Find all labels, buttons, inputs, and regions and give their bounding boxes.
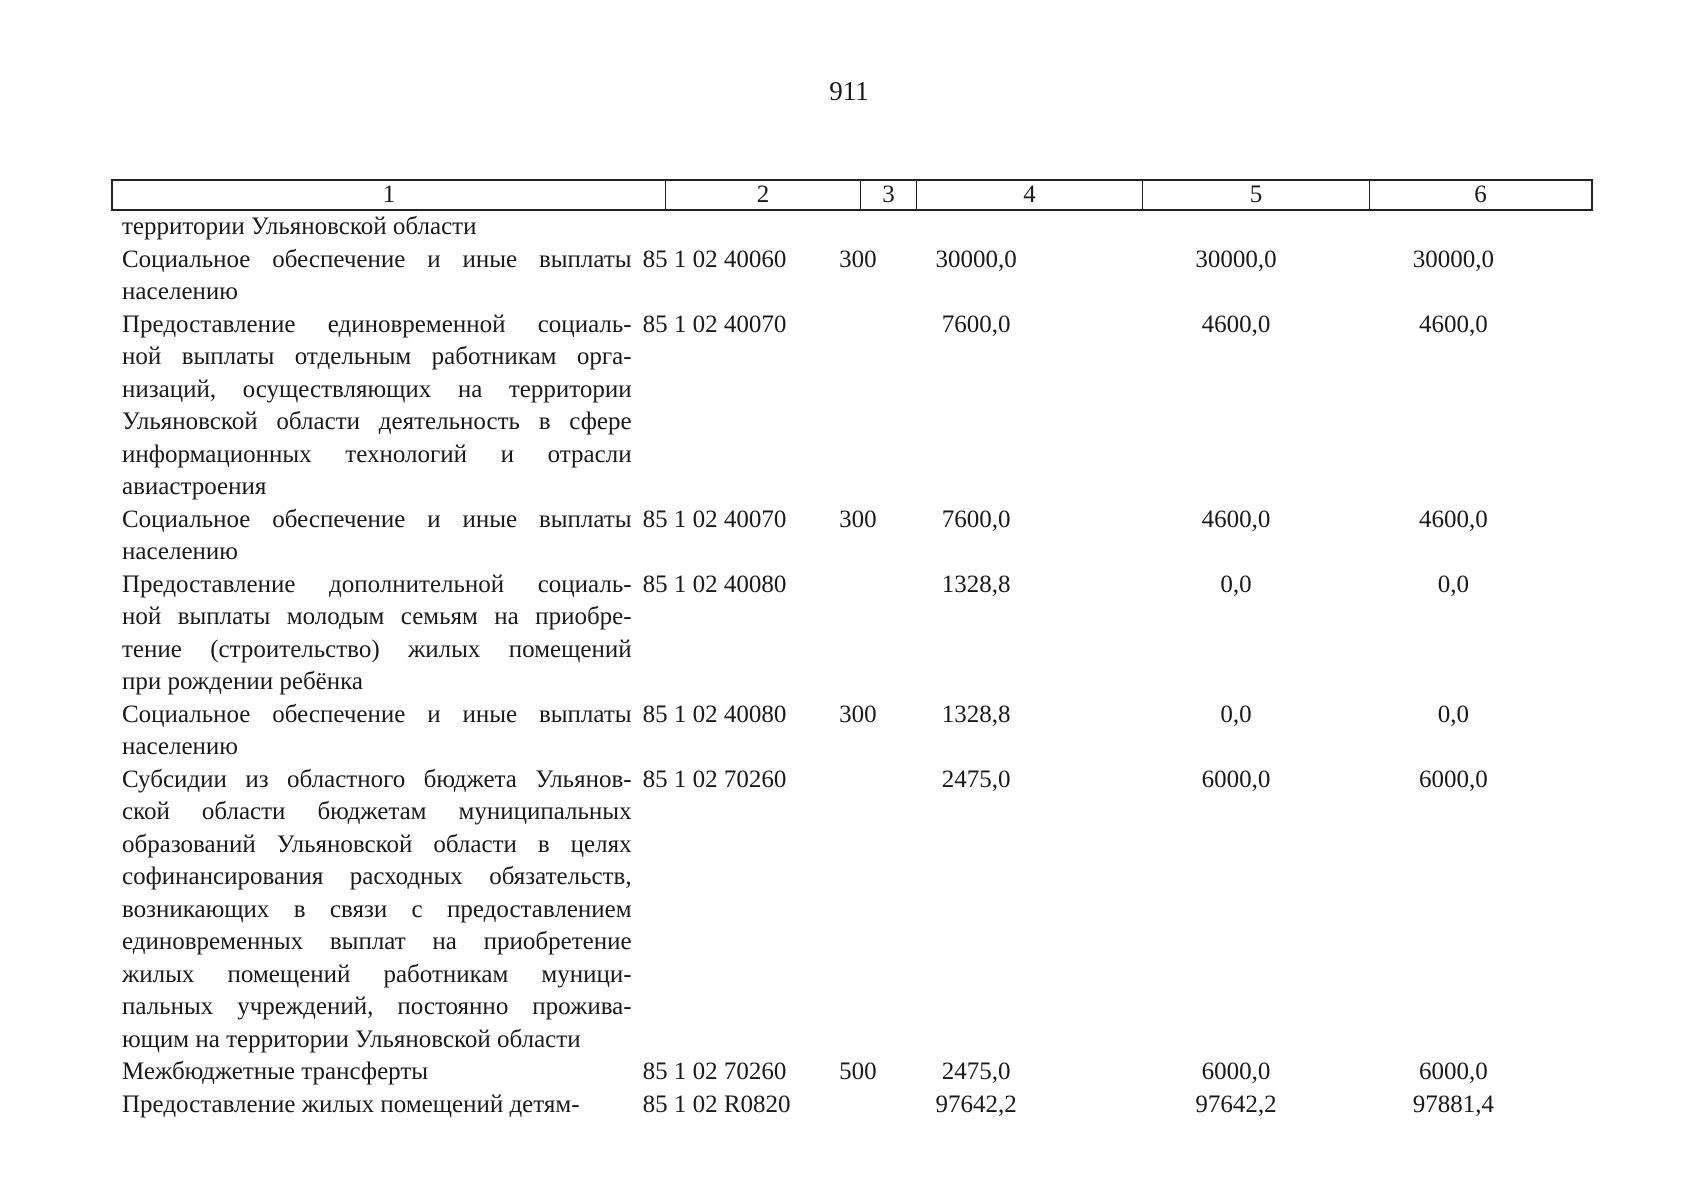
row-value-5: 30000,0	[1195, 245, 1277, 273]
row-value-6: 6000,0	[1418, 1058, 1488, 1085]
row-description	[122, 244, 632, 309]
description-line: населению	[122, 278, 238, 305]
header-col-3: 3	[861, 181, 917, 209]
header-col-5: 5	[1143, 181, 1370, 209]
row-value-6: 0,0	[1437, 700, 1469, 728]
row-value-4: 97642,2	[935, 1090, 1017, 1118]
row-value-4: 7600,0	[941, 505, 1011, 533]
row-value-6: 6000,0	[1418, 765, 1488, 793]
row-value-5: 97642,2	[1195, 1090, 1277, 1118]
row-value-4: 1328,8	[941, 700, 1011, 728]
row-type: 300	[839, 245, 877, 273]
table-row	[122, 211, 1562, 244]
page-number: 911	[829, 76, 869, 106]
table-body	[122, 211, 1562, 1121]
table-row	[122, 1089, 1562, 1122]
row-description	[122, 1056, 632, 1089]
description-line: Социальное обеспечение и иные выплаты	[122, 700, 632, 728]
row-value-6: 97881,4	[1412, 1090, 1494, 1118]
table-row	[122, 504, 1562, 569]
row-description	[122, 504, 632, 569]
description-line: территории Ульяновской области	[122, 213, 477, 240]
description-line: Предоставление единовременной социаль-	[122, 310, 632, 338]
description-line: Предоставление дополнительной социаль-	[122, 570, 632, 598]
row-description	[122, 764, 632, 1057]
table-row	[122, 1056, 1562, 1089]
row-type: 300	[839, 505, 877, 533]
description-line: ной выплаты молодым семьям на приобре-	[122, 603, 632, 630]
row-description	[122, 211, 632, 244]
row-value-5: 6000,0	[1201, 765, 1271, 793]
description-line: Предоставление жилых помещений детям-	[122, 1090, 580, 1118]
row-value-4: 2475,0	[941, 765, 1011, 793]
header-col-6: 6	[1474, 181, 1487, 208]
row-description	[122, 699, 632, 764]
row-value-4: 2475,0	[941, 1058, 1011, 1085]
row-code: 85 1 02 40060	[642, 245, 787, 273]
row-description	[122, 569, 632, 699]
description-line: пальных учреждений, постоянно прожива-	[122, 993, 632, 1020]
header-col-1: 1	[113, 181, 666, 209]
row-description	[122, 1089, 632, 1122]
table-row	[122, 309, 1562, 504]
description-line: софинансирования расходных обязательств,	[122, 863, 632, 890]
row-code: 85 1 02 R0820	[642, 1090, 791, 1118]
description-line: возникающих в связи с предоставлением	[122, 895, 632, 923]
description-line: образований Ульяновской области в целях	[122, 830, 632, 858]
header-col-4: 4	[917, 181, 1143, 209]
row-value-6: 4600,0	[1418, 505, 1488, 533]
row-value-4: 7600,0	[941, 310, 1011, 338]
row-value-6: 0,0	[1437, 570, 1469, 598]
row-code: 85 1 02 40080	[642, 700, 787, 728]
description-line: Социальное обеспечение и иные выплаты	[122, 505, 632, 533]
row-value-5: 0,0	[1220, 700, 1252, 728]
description-line: ющим на территории Ульяновской области	[122, 1025, 581, 1053]
description-line: Социальное обеспечение и иные выплаты	[122, 245, 632, 273]
description-line: населению	[122, 538, 238, 565]
row-code: 85 1 02 70260	[642, 1058, 787, 1085]
row-code: 85 1 02 40070	[642, 505, 787, 533]
row-value-4: 1328,8	[941, 570, 1011, 598]
description-line: жилых помещений работникам муници-	[122, 960, 632, 988]
row-code: 85 1 02 40070	[642, 310, 787, 338]
description-line: ской области бюджетам муниципальных	[122, 798, 632, 825]
table-row	[122, 699, 1562, 764]
table-header	[111, 179, 1593, 211]
row-code: 85 1 02 70260	[642, 765, 787, 793]
row-description	[122, 309, 632, 504]
description-line: Субсидии из областного бюджета Ульянов-	[122, 765, 632, 793]
row-value-6: 30000,0	[1412, 245, 1494, 273]
description-line: информационных технологий и отрасли	[122, 440, 632, 468]
description-line: при рождении ребёнка	[122, 668, 364, 695]
row-value-5: 4600,0	[1201, 505, 1271, 533]
description-line: Ульяновской области деятельность в сфере	[122, 408, 632, 435]
description-line: Межбюджетные трансферты	[122, 1058, 429, 1085]
description-line: населению	[122, 733, 238, 760]
table-row	[122, 764, 1562, 1057]
row-value-5: 6000,0	[1201, 1058, 1271, 1085]
row-type: 300	[839, 700, 877, 728]
description-line: авиастроения	[122, 473, 267, 500]
row-value-6: 4600,0	[1418, 310, 1488, 338]
table-row	[122, 569, 1562, 699]
row-code: 85 1 02 40080	[642, 570, 787, 598]
description-line: единовременных выплат на приобретение	[122, 928, 632, 955]
description-line: тение (строительство) жилых помещений	[122, 635, 632, 663]
table-row	[122, 244, 1562, 309]
description-line: низаций, осуществляющих на территории	[122, 375, 632, 403]
row-value-5: 0,0	[1220, 570, 1252, 598]
header-col-2: 2	[666, 181, 861, 209]
row-value-4: 30000,0	[935, 245, 1017, 273]
description-line: ной выплаты отдельным работникам орга-	[122, 343, 632, 370]
row-type: 500	[839, 1058, 877, 1085]
row-value-5: 4600,0	[1201, 310, 1271, 338]
